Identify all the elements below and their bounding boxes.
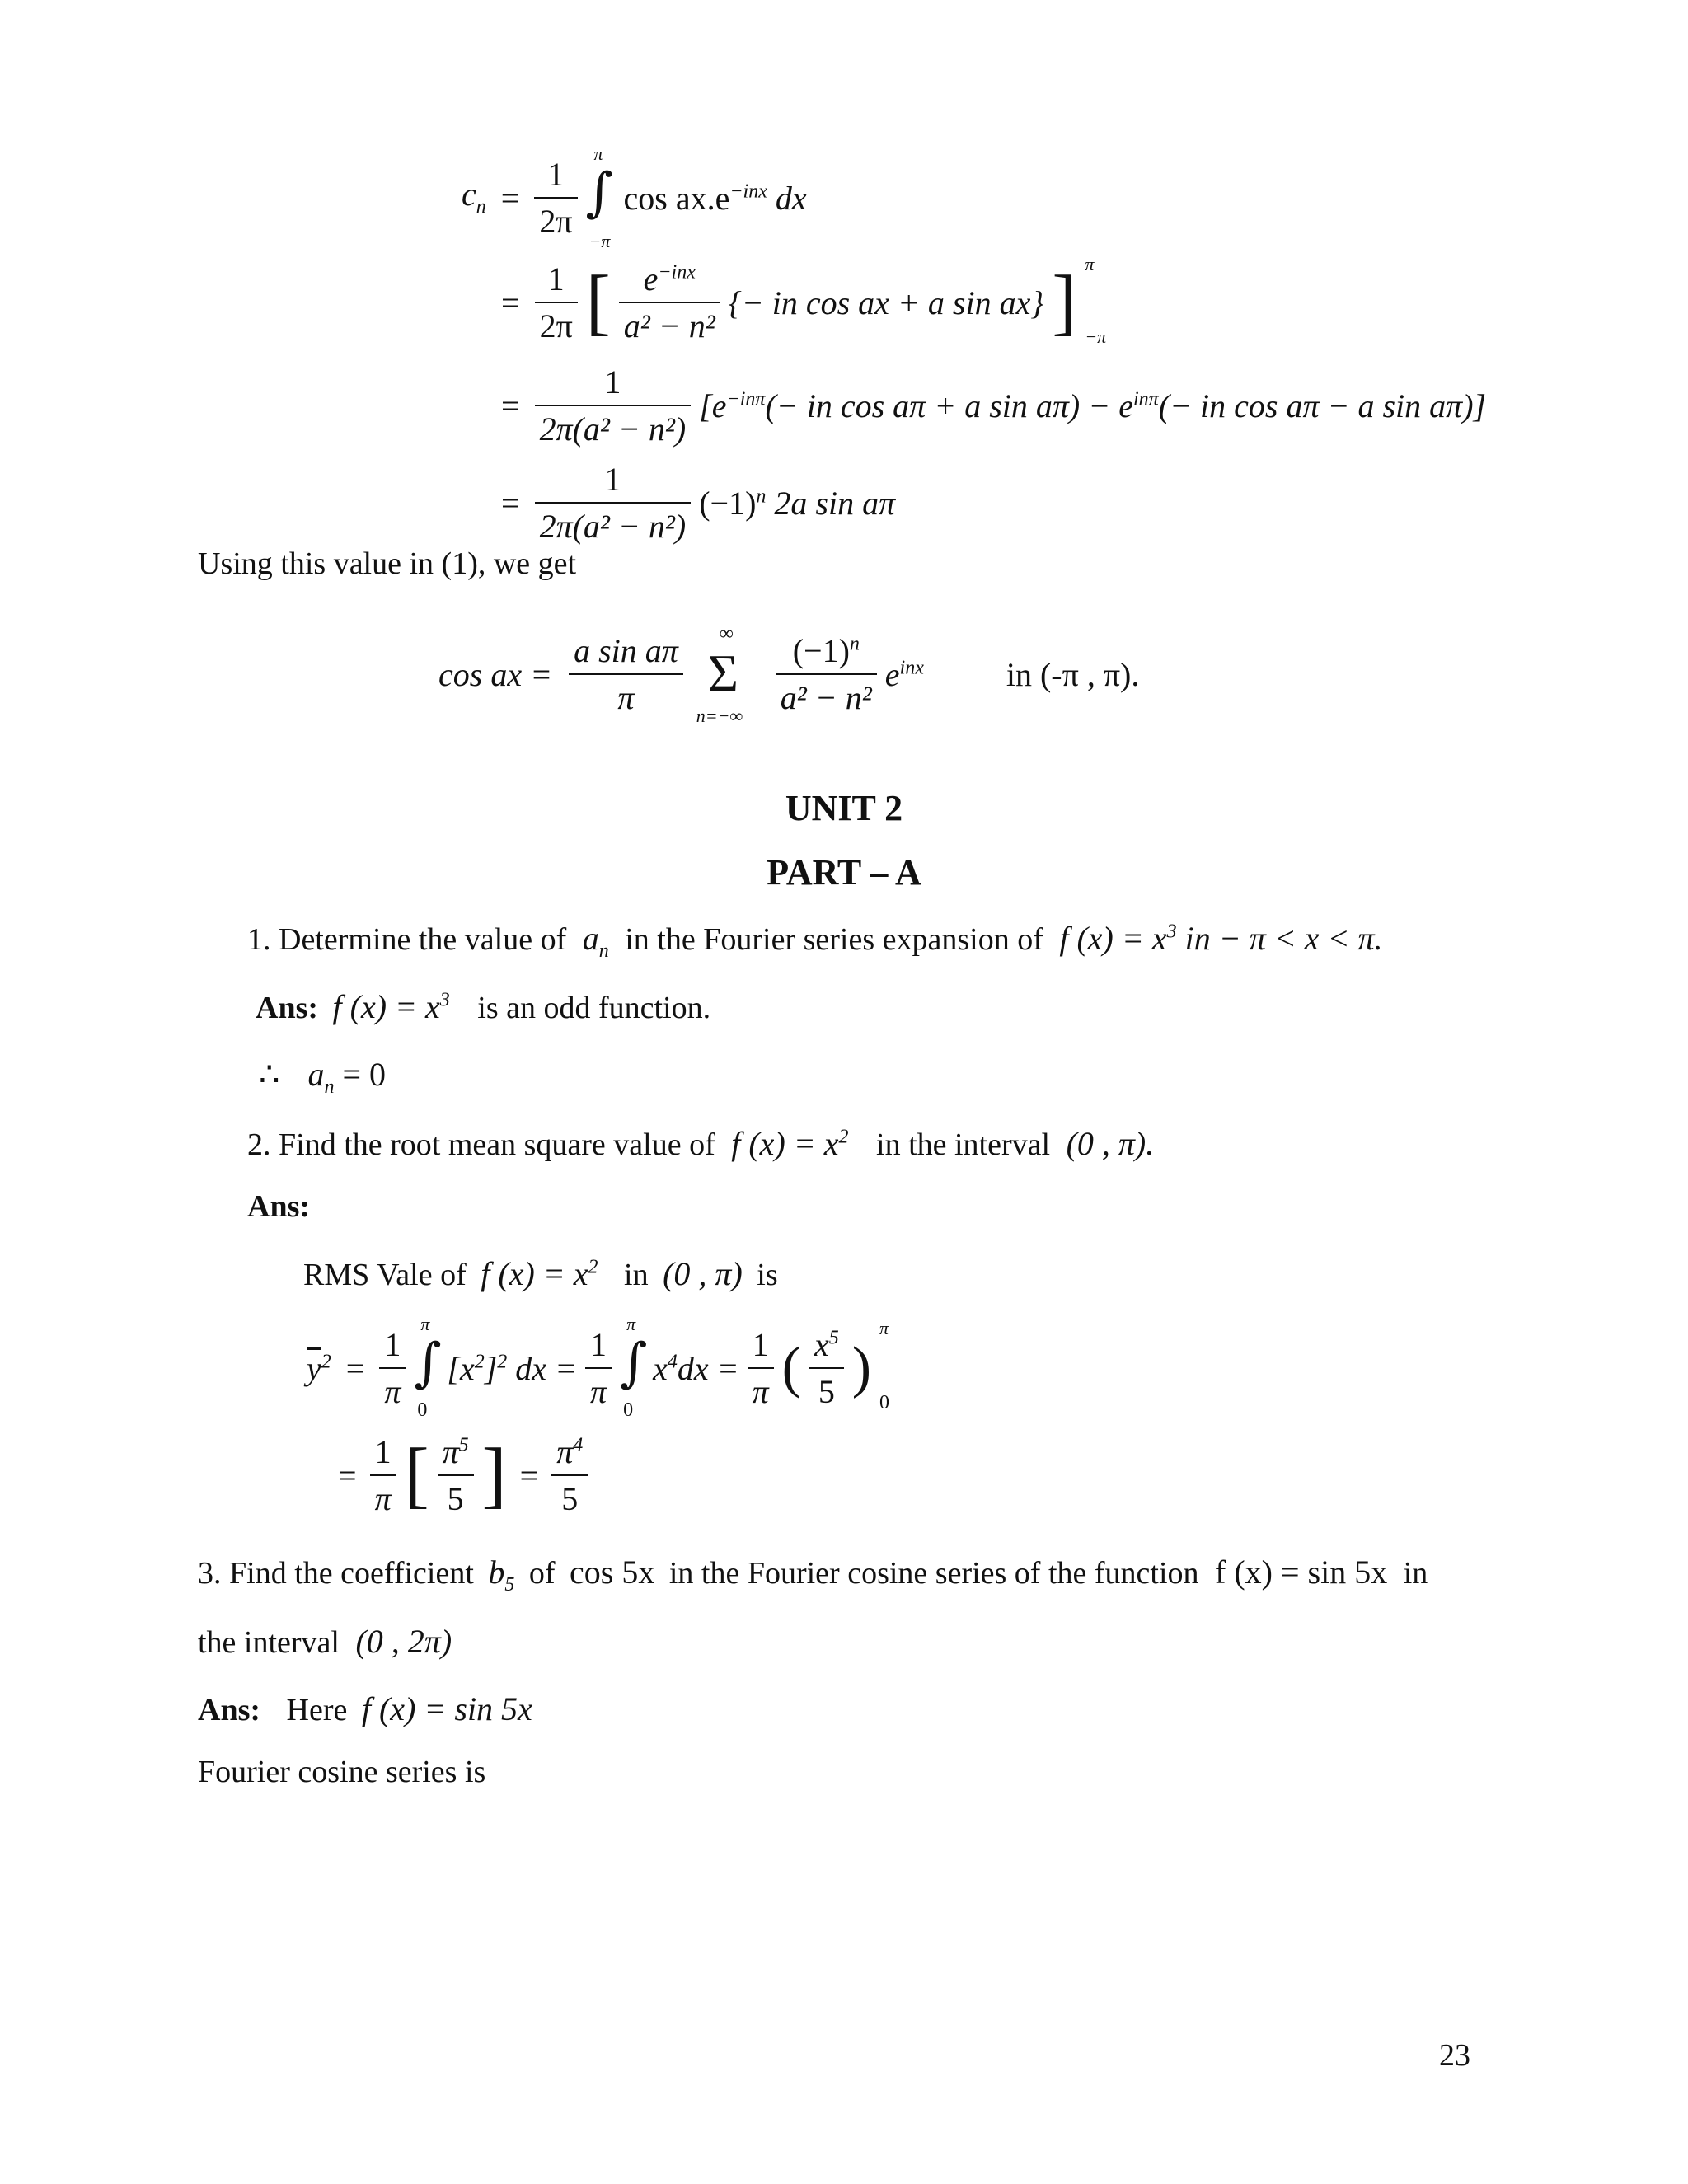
fraction-x5-over-5: $\frac{x^5}{5}$ <box>809 1325 844 1411</box>
summation-sign: ∞ Σ n=−∞ <box>696 623 743 726</box>
eq-cn-step4: = $\frac{1}{\text{2π(a² − n²)}}$ $(-1)^n$ 2a sin aπ <box>501 461 896 545</box>
fraction-1-over-pi: $\frac{1}{\pi}$ <box>370 1432 396 1518</box>
fraction-1-over-2pi-a2-n2: $\frac{1}{\text{2π(a² − n²)}}$ <box>535 460 692 546</box>
question-2: 2. Find the root mean square value of f $(x) = x^2$ in the interval (0 , π). <box>247 1125 1155 1162</box>
answer-1-result: ∴ $a_n = 0$ <box>259 1056 387 1098</box>
using-text: Using this value in (1), we get <box>198 546 577 581</box>
integral-sign: π ∫ 0 <box>620 1314 648 1421</box>
answer-3: Ans: Here f (x) = sin 5x <box>198 1690 532 1727</box>
fraction-pi5-over-5: $\frac{\pi^5}{5}$ <box>438 1432 474 1518</box>
fraction-1-over-2pi: $\frac{1}{2\pi}$ <box>535 260 578 345</box>
eq-cn-definition: $c_n$ = $\frac{1}{2\pi}$ π ∫ −π $\cos ax.e^{-inx}$ dx <box>462 143 807 251</box>
fraction-1-over-2pi-a2-n2: $\frac{1}{\text{2π(a² − n²)}}$ <box>535 363 692 448</box>
rms-statement: RMS Vale of f $(x) = x^2$ in (0 , π) is <box>303 1255 778 1292</box>
eq-cn-step3: = $\frac{1}{\text{2π(a² − n²)}}$ [$e^{-in\pi}(-$ in cos aπ + a $\sin a\pi) - e^{in\pi}(-$ in cos aπ − a sin aπ)] <box>501 363 1487 448</box>
cn-symbol: $c_n$ <box>462 176 486 218</box>
fraction-exp-over-a2-n2: $\frac{e^{-inx}}{\text{a² − n²}}$ <box>619 260 720 345</box>
answer-2-label: Ans: <box>247 1189 311 1224</box>
integral-sign: π ∫ −π <box>585 143 613 251</box>
fraction-1-over-2pi: $\frac{1}{2\pi}$ <box>534 155 577 241</box>
fraction-neg1n-over-a2-n2: $\frac{(-1)^n}{\text{a² − n²}}$ <box>776 631 877 717</box>
fraction-1-over-pi: $\frac{1}{\pi}$ <box>379 1325 406 1411</box>
question-3-line-2: the interval (0 , 2π) <box>198 1623 452 1660</box>
eq-cos-ax-series: cos ax = $\frac{\text{a sin aπ}}{\pi}$ ∞ Σ n=−∞ $\frac{(-1)^n}{\text{a² − n²}}$ $e^{inx}$ in (-π , π). <box>438 623 1140 726</box>
fraction-1-over-pi: $\frac{1}{\pi}$ <box>585 1325 612 1411</box>
eq-rms-result: = $\frac{1}{\pi}$ [ $\frac{\pi^5}{5}$ ] = $\frac{\pi^4}{5}$ <box>338 1432 588 1531</box>
question-1: 1. Determine the value of $a_n$ in the Fourier series expansion of f $(x) = x^3$ in − π < x < π. <box>247 920 1383 962</box>
fraction-a-sin-api-over-pi: $\frac{\text{a sin aπ}}{\pi}$ <box>569 631 683 717</box>
eq-cn-step2: = $\frac{1}{2\pi}$ [ $\frac{e^{-inx}}{\text{a² − n²}}$ {− in cos ax + a sin ax} ] π −π <box>501 254 1107 347</box>
fraction-1-over-pi: $\frac{1}{\pi}$ <box>748 1325 774 1411</box>
fraction-pi4-over-5: $\frac{\pi^4}{5}$ <box>551 1432 588 1518</box>
eq-rms-integral: $\overline{y}^2$ = $\frac{1}{\pi}$ π ∫ 0 $[x^2]^2$ dx = $\frac{1}{\pi}$ π ∫ 0 $x^4dx$ = $\frac{1}{\pi}$ ( $\frac{x^5}{5}$ ) π 0 <box>307 1314 890 1421</box>
part-heading: PART – A <box>767 852 921 893</box>
unit-heading: UNIT 2 <box>785 788 903 828</box>
answer-3-series-text: Fourier cosine series is <box>198 1755 486 1789</box>
answer-1: Ans: f $(x) = x^3$ is an odd function. <box>256 988 711 1025</box>
integral-sign: π ∫ 0 <box>414 1314 442 1421</box>
page-number: 23 <box>1439 2038 1470 2073</box>
question-3-line-1: 3. Find the coefficient $b_5$ of cos 5x in the Fourier cosine series of the function f (x) = sin 5x in <box>198 1554 1428 1596</box>
